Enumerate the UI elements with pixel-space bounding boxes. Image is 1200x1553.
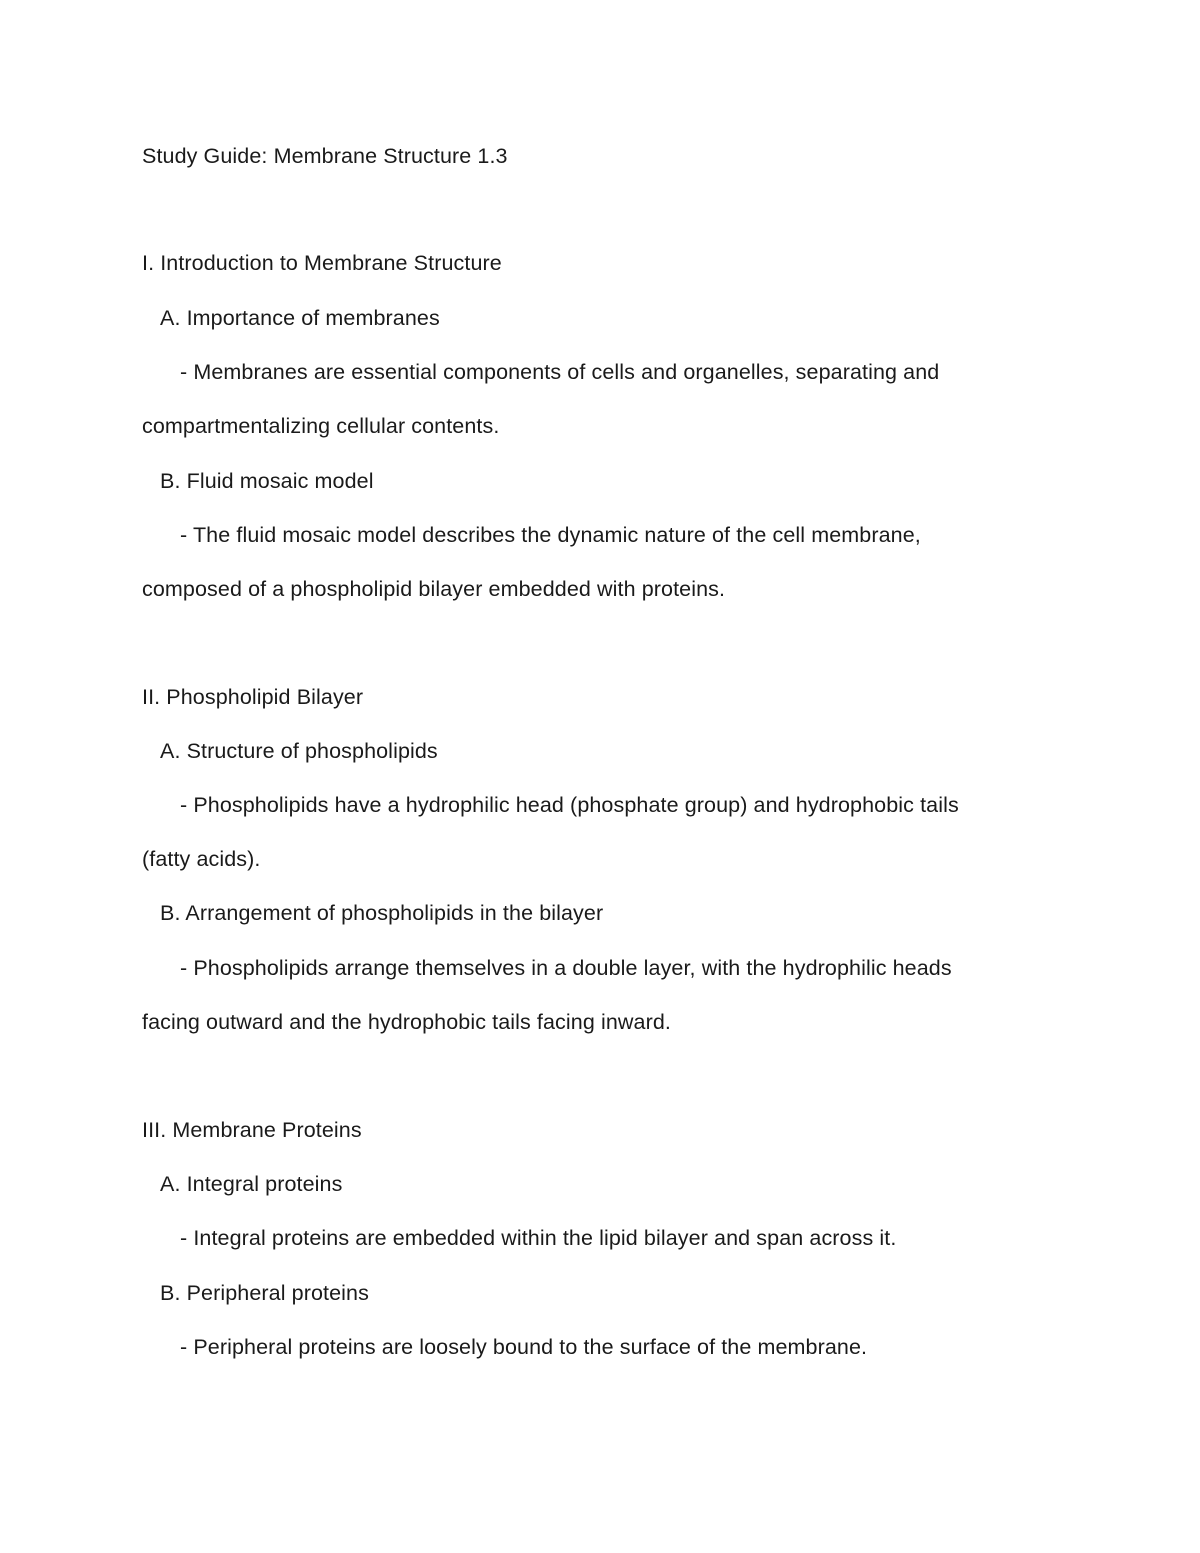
detail-text: - Phospholipids have a hydrophilic head (phosphate group) and hydrophobic tails xyxy=(180,793,959,817)
subsection-heading: A. Importance of membranes xyxy=(160,306,440,330)
detail-text-continuation: compartmentalizing cellular contents. xyxy=(142,414,500,438)
detail-text: - Integral proteins are embedded within the lipid bilayer and span across it. xyxy=(180,1226,897,1250)
section-heading: III. Membrane Proteins xyxy=(142,1118,362,1142)
section-heading: II. Phospholipid Bilayer xyxy=(142,685,364,709)
detail-text: - The fluid mosaic model describes the dynamic nature of the cell membrane, xyxy=(180,523,921,547)
detail-text: - Phospholipids arrange themselves in a double layer, with the hydrophilic heads xyxy=(180,956,952,980)
detail-text-continuation: composed of a phospholipid bilayer embedded with proteins. xyxy=(142,577,726,601)
detail-text-continuation: (fatty acids). xyxy=(142,847,261,871)
detail-text: - Membranes are essential components of cells and organelles, separating and xyxy=(180,360,940,384)
subsection-heading: A. Structure of phospholipids xyxy=(160,739,438,763)
document-title: Study Guide: Membrane Structure 1.3 xyxy=(142,144,508,168)
subsection-heading: B. Fluid mosaic model xyxy=(160,469,374,493)
detail-text-continuation: facing outward and the hydrophobic tails facing inward. xyxy=(142,1010,671,1034)
subsection-heading: B. Arrangement of phospholipids in the bilayer xyxy=(160,901,604,925)
section-heading: I. Introduction to Membrane Structure xyxy=(142,251,502,275)
subsection-heading: A. Integral proteins xyxy=(160,1172,343,1196)
detail-text: - Peripheral proteins are loosely bound to the surface of the membrane. xyxy=(180,1335,868,1359)
subsection-heading: B. Peripheral proteins xyxy=(160,1281,369,1305)
